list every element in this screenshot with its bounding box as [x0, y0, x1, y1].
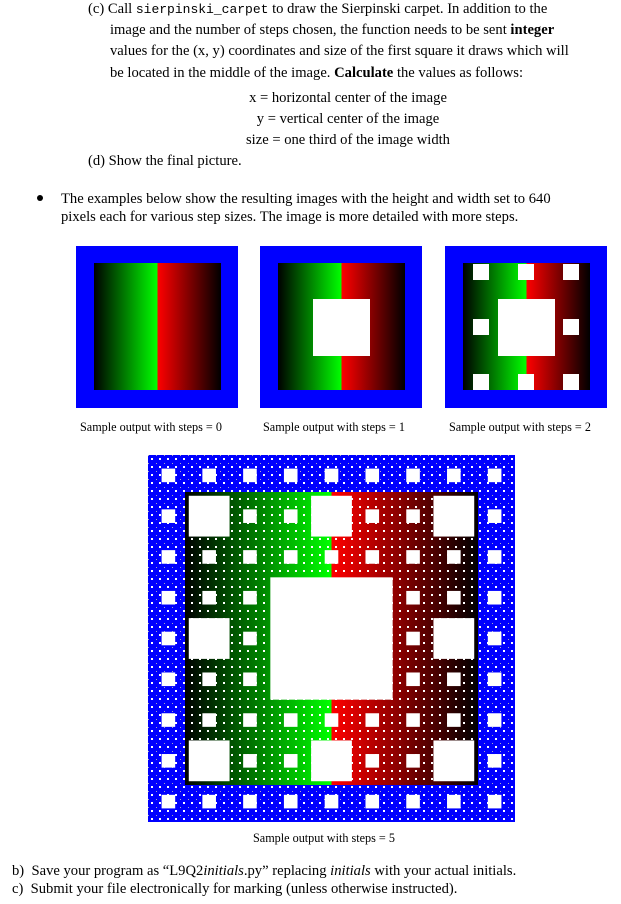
- carpet-hole: [447, 591, 461, 605]
- carpet-hole: [406, 672, 420, 686]
- bullet-point: [37, 195, 43, 201]
- part-c-text: image and the number of steps chosen, the function needs to be sent: [110, 22, 511, 38]
- carpet-hole: [243, 672, 257, 686]
- carpet-hole: [365, 713, 379, 727]
- carpet-hole: [447, 713, 461, 727]
- carpet-hole: [284, 795, 298, 809]
- sample-output-steps-2: [445, 246, 607, 408]
- carpet-hole: [365, 469, 379, 483]
- carpet-hole: [488, 591, 502, 605]
- step-b-text: with your actual initials.: [370, 863, 517, 879]
- carpet-hole: [202, 795, 216, 809]
- formula-size: size = one third of the image width: [246, 132, 450, 148]
- caption-steps-2: Sample output with steps = 2: [449, 420, 591, 434]
- carpet-hole: [488, 469, 502, 483]
- carpet-hole: [365, 754, 379, 768]
- carpet-hole: [162, 672, 176, 686]
- carpet-hole: [488, 672, 502, 686]
- carpet-hole: [189, 740, 230, 781]
- sample-output-steps-1: [260, 246, 422, 408]
- sample-output-steps-5: [148, 455, 515, 822]
- carpet-hole: [365, 550, 379, 564]
- carpet-hole: [488, 795, 502, 809]
- carpet-hole: [162, 469, 176, 483]
- sample-output-steps-0: [76, 246, 238, 408]
- carpet-hole: [162, 754, 176, 768]
- carpet-hole: [488, 713, 502, 727]
- carpet-hole: [243, 591, 257, 605]
- part-c-text: the values as follows:: [393, 65, 523, 81]
- center-hole: [498, 299, 555, 356]
- step-c-text: Submit your file electronically for marking (unless otherwise instructed).: [30, 881, 458, 897]
- carpet-hole: [243, 754, 257, 768]
- carpet-hole: [284, 469, 298, 483]
- gradient-square: [94, 263, 221, 390]
- carpet-hole: [284, 550, 298, 564]
- step-b-label: b): [12, 863, 25, 879]
- carpet-hole: [243, 632, 257, 646]
- carpet-hole: [433, 618, 474, 659]
- carpet-hole: [311, 740, 352, 781]
- carpet-hole: [162, 509, 176, 523]
- carpet-hole: [406, 632, 420, 646]
- carpet-hole: [284, 509, 298, 523]
- carpet-hole: [433, 740, 474, 781]
- carpet-hole: [406, 754, 420, 768]
- center-hole: [313, 299, 370, 356]
- step-b: [12, 862, 516, 880]
- carpet-hole: [406, 469, 420, 483]
- carpet-hole: [447, 795, 461, 809]
- part-c-text: Call: [107, 1, 136, 17]
- step-b-text: Save your program as “L9Q2: [31, 863, 204, 879]
- carpet-hole: [406, 509, 420, 523]
- carpet-hole: [488, 550, 502, 564]
- carpet-hole: [189, 618, 230, 659]
- carpet-hole: [284, 754, 298, 768]
- step-c-label: c): [12, 881, 24, 897]
- part-c-label: (c): [88, 1, 105, 17]
- carpet-image: [260, 246, 422, 408]
- part-c-line-1: [88, 0, 547, 19]
- formula-y: y = vertical center of the image: [256, 111, 440, 127]
- carpet-hole: [488, 632, 502, 646]
- carpet-hole: [162, 591, 176, 605]
- carpet-hole: [162, 550, 176, 564]
- carpet-hole: [325, 469, 339, 483]
- emphasis-calculate: Calculate: [334, 65, 394, 81]
- carpet-hole: [162, 632, 176, 646]
- carpet-hole: [162, 713, 176, 727]
- carpet-hole: [406, 550, 420, 564]
- carpet-hole: [325, 795, 339, 809]
- formula-x: x = horizontal center of the image: [249, 90, 447, 106]
- carpet-hole: [202, 672, 216, 686]
- carpet-hole: [270, 577, 392, 699]
- carpet-hole: [202, 469, 216, 483]
- step-b-italic: initials: [203, 863, 244, 879]
- part-c-text: to draw the Sierpinski carpet. In addition to the: [268, 1, 548, 17]
- carpet-hole: [325, 713, 339, 727]
- bullet-line-1: The examples below show the resulting images with the height and width set to 640: [61, 191, 551, 207]
- carpet-hole: [162, 795, 176, 809]
- caption-steps-5: Sample output with steps = 5: [253, 831, 395, 845]
- carpet-hole: [488, 754, 502, 768]
- carpet-image: [148, 455, 515, 822]
- carpet-hole: [447, 550, 461, 564]
- carpet-hole: [488, 509, 502, 523]
- carpet-hole: [447, 469, 461, 483]
- step-c: [12, 880, 457, 898]
- caption-steps-1: Sample output with steps = 1: [263, 420, 405, 434]
- carpet-hole: [406, 713, 420, 727]
- function-name-code: sierpinski_carpet: [135, 2, 269, 17]
- carpet-hole: [202, 591, 216, 605]
- carpet-hole: [365, 509, 379, 523]
- carpet-hole: [189, 496, 230, 537]
- carpet-hole: [284, 713, 298, 727]
- carpet-hole: [433, 496, 474, 537]
- carpet-holes: [162, 469, 502, 809]
- carpet-hole: [406, 795, 420, 809]
- carpet-hole: [243, 713, 257, 727]
- part-c-line-2: [110, 21, 554, 39]
- bullet-line-2: pixels each for various step sizes. The image is more detailed with more steps.: [61, 209, 519, 225]
- carpet-image: [76, 246, 238, 408]
- carpet-hole: [325, 550, 339, 564]
- carpet-hole: [365, 795, 379, 809]
- part-c-line-3: values for the (x, y) coordinates and size of the first square it draws which will: [110, 43, 569, 59]
- carpet-hole: [243, 509, 257, 523]
- part-c-text: be located in the middle of the image.: [110, 65, 335, 81]
- carpet-hole: [243, 469, 257, 483]
- step-b-text: .py” replacing: [243, 863, 331, 879]
- carpet-hole: [202, 713, 216, 727]
- emphasis-integer: integer: [510, 22, 555, 38]
- step-b-italic: initials: [330, 863, 371, 879]
- carpet-hole: [447, 672, 461, 686]
- carpet-hole: [202, 550, 216, 564]
- part-c-line-4: [110, 64, 523, 82]
- carpet-hole: [243, 550, 257, 564]
- carpet-image: [445, 246, 607, 408]
- carpet-hole: [406, 591, 420, 605]
- part-d: (d) Show the final picture.: [88, 153, 242, 169]
- carpet-hole: [311, 496, 352, 537]
- carpet-hole: [243, 795, 257, 809]
- caption-steps-0: Sample output with steps = 0: [80, 420, 222, 434]
